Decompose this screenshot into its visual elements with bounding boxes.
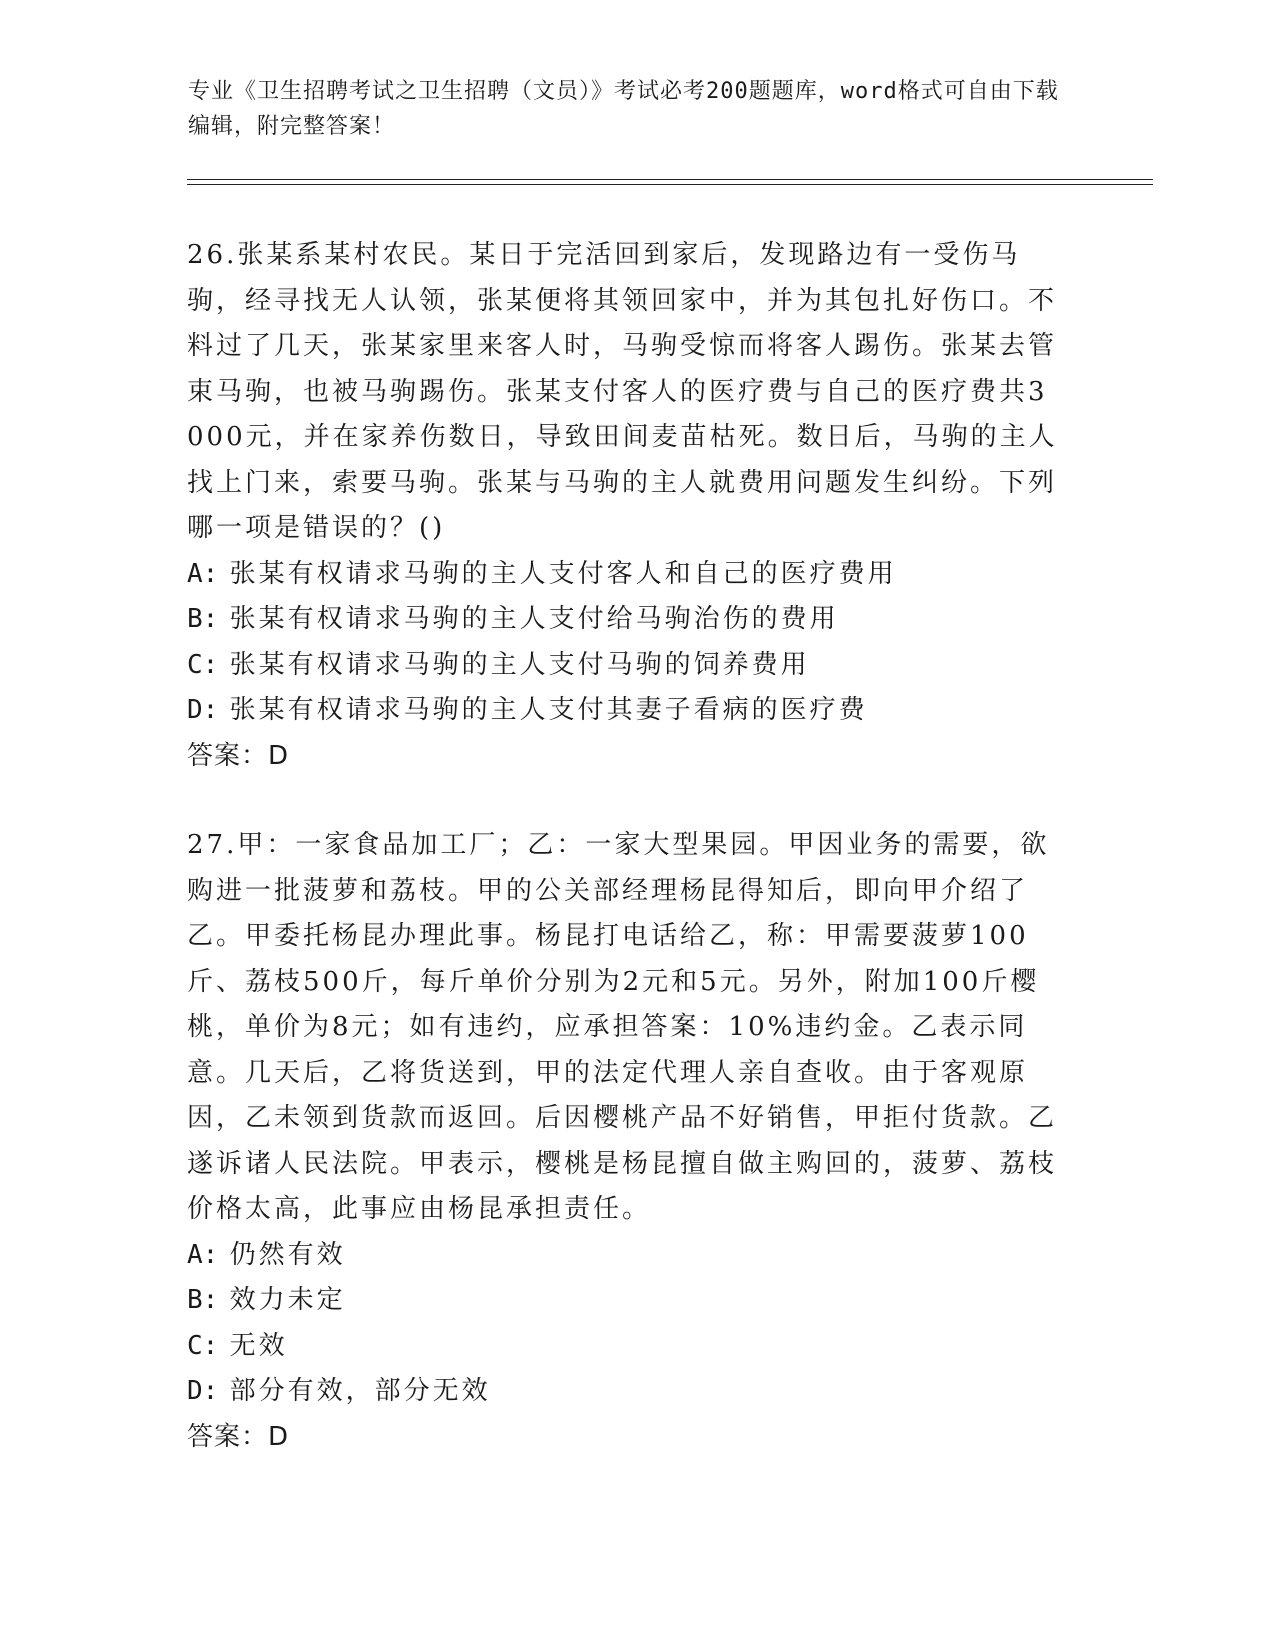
answer-label: 答案：D bbox=[187, 740, 290, 771]
option-text: 张某有权请求马驹的主人支付马驹的饲养费用 bbox=[229, 649, 810, 680]
option-text: 部分有效，部分无效 bbox=[229, 1376, 491, 1406]
option-text: 张某有权请求马驹的主人支付客人和自己的医疗费用 bbox=[229, 558, 897, 589]
header-divider-bottom bbox=[187, 184, 1153, 185]
option-text: 无效 bbox=[229, 1330, 288, 1361]
option-text: 张某有权请求马驹的主人支付其妻子看病的医疗费 bbox=[229, 695, 868, 725]
document-header: 专业《卫生招聘考试之卫生招聘（文员）》考试必考200题题库，word格式可自由下载编辑，附完整答案！ bbox=[188, 79, 1059, 139]
question-26 bbox=[187, 233, 1067, 779]
question-stem: 26.张某系某村农民。某日于完活回到家后，发现路边有一受伤马驹，经寻找无人认领，张某便将其领回家中，并为其包扎好伤口。不料过了几天，张某家里来客人时，马驹受惊而将客人踢伤。张某去管束马驹，也被马驹踢伤。张某支付客人的医疗费与自己的医疗费共3000元，并在家养伤数日，导致田间麦苗枯死。数日后，马驹的主人找上门来，索要马驹。张某与马驹的主人就费用问题发生纠纷。下列哪一项是错误的？() bbox=[187, 240, 1058, 543]
option-c bbox=[187, 1324, 1067, 1370]
option-a bbox=[187, 1233, 1067, 1279]
option-key: D: bbox=[187, 1376, 219, 1406]
option-a bbox=[187, 552, 1067, 598]
option-text: 仍然有效 bbox=[229, 1239, 346, 1270]
answer-label: 答案：D bbox=[187, 1421, 290, 1452]
option-c bbox=[187, 643, 1067, 689]
option-key: A: bbox=[187, 558, 219, 589]
option-key: A: bbox=[187, 1239, 219, 1270]
option-text: 张某有权请求马驹的主人支付给马驹治伤的费用 bbox=[229, 604, 839, 634]
option-key: D: bbox=[187, 695, 219, 725]
option-key: B: bbox=[187, 604, 219, 634]
option-text: 效力未定 bbox=[229, 1285, 346, 1315]
option-key: C: bbox=[187, 649, 219, 680]
option-d bbox=[187, 1369, 1067, 1415]
option-key: B: bbox=[187, 1285, 219, 1315]
question-stem: 27.甲：一家食品加工厂；乙：一家大型果园。甲因业务的需要，欲购进一批菠萝和荔枝。甲的公关部经理杨昆得知后，即向甲介绍了乙。甲委托杨昆办理此事。杨昆打电话给乙，称：甲需要菠萝100斤、荔枝500斤，每斤单价分别为2元和5元。另外，附加100斤樱桃，单价为8元；如有违约，应承担答案：10%违约金。乙表示同意。几天后，乙将货送到，甲的法定代理人亲自查收。由于客观原因，乙未领到货款而返回。后因樱桃产品不好销售，甲拒付货款。乙遂诉诸人民法院。甲表示，樱桃是杨昆擅自做主购回的，菠萝、荔枝价格太高，此事应由杨昆承担责任。 bbox=[187, 830, 1058, 1224]
option-b bbox=[187, 1278, 1067, 1324]
option-b bbox=[187, 597, 1067, 643]
header-divider-top bbox=[187, 179, 1153, 180]
option-d bbox=[187, 688, 1067, 734]
option-key: C: bbox=[187, 1330, 219, 1361]
question-27 bbox=[187, 823, 1067, 1460]
